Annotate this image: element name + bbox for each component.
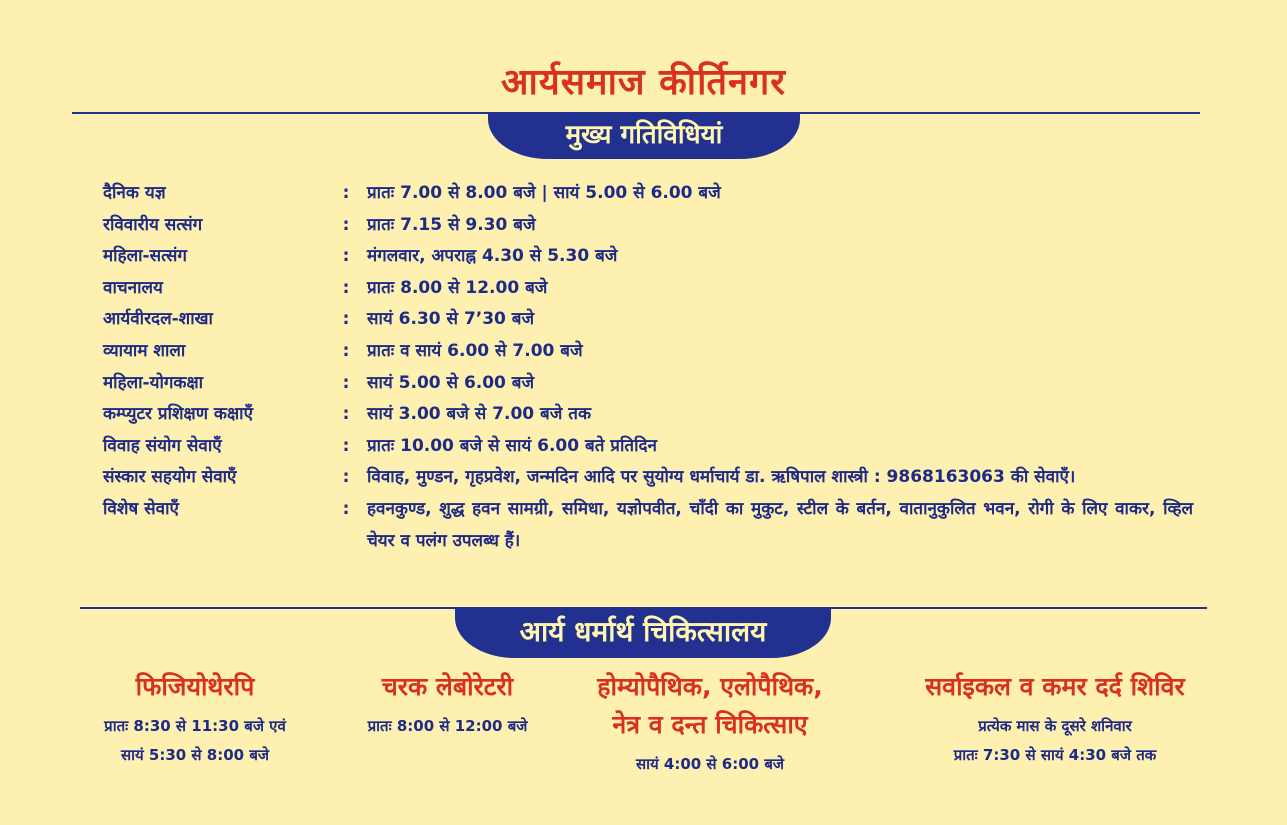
activity-colon: : <box>342 435 350 456</box>
activity-value: प्रातः 8.00 से 12.00 बजे <box>367 277 548 298</box>
activity-colon: : <box>342 309 350 330</box>
activity-row <box>103 431 1193 463</box>
activity-colon: : <box>342 214 350 235</box>
activity-value: प्रातः 10.00 बजे से सायं 6.00 बते प्रतिदिन <box>367 435 657 456</box>
clinic-banner: आर्य धर्मार्थ चिकित्सालय <box>455 608 831 658</box>
activity-label: संस्कार सहयोग सेवाएँ <box>103 467 237 488</box>
activity-colon: : <box>342 183 350 203</box>
activity-row <box>103 336 1193 368</box>
activity-value: प्रातः 7.15 से 9.30 बजे <box>367 214 536 235</box>
activity-value: हवनकुण्ड, शुद्ध हवन सामग्री, समिधा, यज्ञोपवीत, चाँदी का मुकुट, स्टील के बर्तन, वातानुकुलित भवन, रोगी के लिए वाकर, व्हिल चेयर व पलंग उपलब्ध हैं। <box>367 498 1193 551</box>
activity-colon: : <box>342 372 350 393</box>
activity-label: महिला-सत्संग <box>103 246 187 267</box>
page-title: आर्यसमाज कीर्तिनगर <box>501 62 786 103</box>
activity-value: विवाह, मुण्डन, गृहप्रवेश, जन्मदिन आदि पर सुयोग्य धर्माचार्य डा. ऋषिपाल शास्त्री : 9868163063 की सेवाएँ। <box>367 467 1076 488</box>
clinic-heading: नेत्र व दन्त चिकित्साए <box>612 710 808 739</box>
clinic-timing: सायं 5:30 से 8:00 बजे <box>120 746 270 764</box>
activity-label: कम्प्युटर प्रशिक्षण कक्षाएँ <box>103 404 253 425</box>
activity-row <box>103 178 1193 210</box>
clinic-timing: प्रातः 7:30 से सायं 4:30 बजे तक <box>953 746 1157 764</box>
activity-value: मंगलवार, अपराह्न 4.30 से 5.30 बजे <box>367 246 618 267</box>
activity-label: दैनिक यज्ञ <box>103 183 166 203</box>
clinic-physiotherapy <box>70 668 320 770</box>
clinic-timing: प्रातः 8:30 से 11:30 बजे एवं <box>104 717 286 735</box>
activity-colon: : <box>342 404 350 425</box>
activity-colon: : <box>342 498 350 519</box>
activity-label: रविवारीय सत्संग <box>103 214 203 235</box>
clinic-timing: सायं 4:00 से 6:00 बजे <box>635 755 785 773</box>
clinic-heading: फिजियोथेरपि <box>135 672 255 701</box>
clinic-timing: प्रत्येक मास के दूसरे शनिवार <box>978 717 1132 735</box>
activities-list <box>103 178 1193 557</box>
activity-label: व्यायाम शाला <box>103 340 186 361</box>
clinic-heading: होम्योपैथिक, एलोपैथिक, <box>597 672 823 701</box>
activity-row <box>103 462 1193 494</box>
activity-row <box>103 368 1193 400</box>
activity-row <box>103 241 1193 273</box>
activity-value: प्रातः व सायं 6.00 से 7.00 बजे <box>367 340 583 361</box>
activity-label: विशेष सेवाएँ <box>103 498 179 519</box>
activity-value: प्रातः 7.00 से 8.00 बजे | सायं 5.00 से 6.00 बजे <box>367 183 721 203</box>
activity-label: वाचनालय <box>103 277 163 298</box>
activity-row <box>103 210 1193 242</box>
activity-row <box>103 494 1193 557</box>
activity-colon: : <box>342 277 350 298</box>
activity-row <box>103 399 1193 431</box>
clinic-heading: सर्वाइकल व कमर दर्द शिविर <box>925 672 1185 701</box>
activities-banner: मुख्य गतिविधियां <box>488 113 800 159</box>
activity-label: विवाह संयोग सेवाएँ <box>103 435 222 456</box>
clinic-homeopathic <box>560 668 860 779</box>
activity-value: सायं 3.00 बजे से 7.00 बजे तक <box>367 404 592 425</box>
activity-label: आर्यवीरदल-शाखा <box>103 309 213 330</box>
activity-colon: : <box>342 340 350 361</box>
activity-row <box>103 304 1193 336</box>
activity-row <box>103 273 1193 305</box>
activity-value: सायं 5.00 से 6.00 बजे <box>367 372 535 393</box>
activity-label: महिला-योगकक्षा <box>103 372 204 393</box>
activity-colon: : <box>342 246 350 267</box>
activity-value: सायं 6.30 से 7’30 बजे <box>367 309 535 330</box>
clinic-laboratory <box>335 668 560 741</box>
clinic-cervical-camp <box>880 668 1230 770</box>
clinic-heading: चरक लेबोरेटरी <box>381 672 514 701</box>
activity-colon: : <box>342 467 350 488</box>
clinic-timing: प्रातः 8:00 से 12:00 बजे <box>367 717 528 735</box>
